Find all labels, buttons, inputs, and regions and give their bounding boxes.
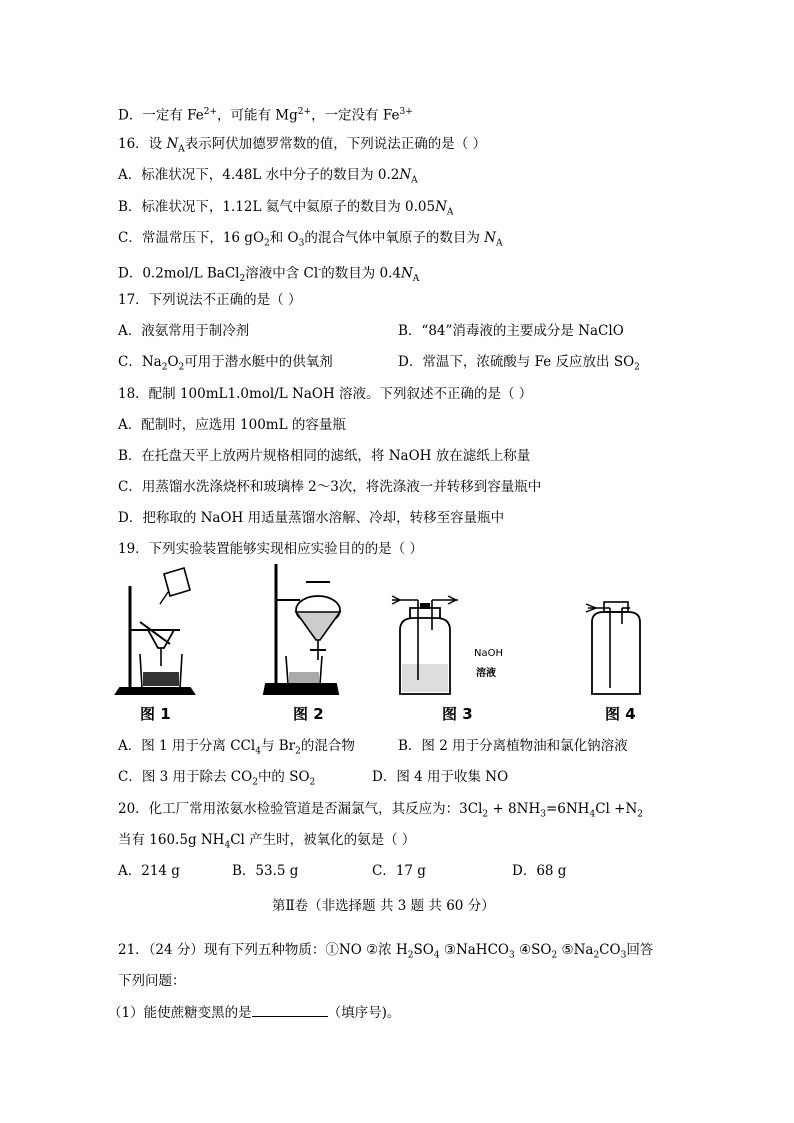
q16-option-d: D．0.2mol/L BaCl$_2$溶液中含 Cl-的数目为 $0.4N_A$ [118,265,420,285]
q19-stem: 19．下列实验装置能够实现相应实验目的的是（ ） [118,541,423,557]
apparatus-illustration [110,560,670,730]
q16-option-a: A．标准状况下，4.48L 水中分子的数目为 $0.2N_A$ [118,167,418,186]
figure-3-solution-label: 溶液 [476,668,496,679]
q17-option-d: D．常温下，浓硫酸与 Fe 反应放出 $SO_2$ [398,354,640,373]
q20-option-c: C．17 g [372,863,426,879]
figure-4-label: 图 4 [605,705,636,723]
q20-stem: 20．化工厂常用浓氨水检验管道是否漏氯气，其反应为：$3Cl_2 + 8NH_3=6NH_4Cl +N_2$ [118,801,643,820]
figure-3-label: 图 3 [442,705,473,723]
q18-option-b: B．在托盘天平上放两片规格相同的滤纸，将 NaOH 放在滤纸上称量 [118,448,531,464]
q19-option-c: C．图 3 用于除去 $CO_2$中的 $SO_2$ [118,769,316,788]
figure-3-naoh-label: NaOH [474,648,503,659]
q20-option-d: D．68 g [512,863,567,879]
q18-option-d: D．把称取的 NaOH 用适量蒸馏水溶解、冷却，转移至容量瓶中 [118,510,505,526]
q15-option-d: D．一定有 $Fe^{2+}$，可能有 $Mg^{2+}$，一定没有 $Fe^{3+}$ [118,107,413,124]
q20-option-b: B．53.5 g [232,863,299,879]
q19-option-d: D．图 4 用于收集 NO [372,769,509,785]
q17-option-a: A．液氨常用于制冷剂 [118,323,250,339]
q18-option-a: A．配制时，应选用 100mL 的容量瓶 [118,417,346,433]
q19-figures [110,560,670,730]
q19-option-a: A．图 1 用于分离 CCl$_4$与 $Br_2$的混合物 [118,738,355,757]
q18-option-c: C．用蒸馏水洗涤烧杯和玻璃棒 2～3次，将洗涤液一并转移到容量瓶中 [118,479,542,495]
q20-stem-continued: 当有 160.5g $NH_4Cl$ 产生时，被氧化的氨是（ ） [118,832,416,851]
q17-option-b: B．“84”消毒液的主要成分是 NaClO [398,323,624,339]
figure-1-filtration [116,568,194,694]
q21-subquestion-1: （1）能使蔗糖变黑的是 （填序号)。 [108,1002,400,1023]
q20-option-a: A．214 g [118,863,180,879]
part-two-heading: 第Ⅱ卷（非选择题 共 3 题 共 60 分） [272,898,495,914]
figure-2-separatory-funnel [264,564,340,694]
figure-3-gas-washing-bottle [392,596,458,694]
q16-option-b: B．标准状况下，1.12L 氦气中氦原子的数目为 $0.05N_A$ [118,199,454,218]
q16-stem: 16．设 $N_A$表示阿伏加德罗常数的值，下列说法正确的是（ ） [118,136,487,155]
q17-stem: 17．下列说法不正确的是（ ） [118,292,302,308]
q19-option-b: B．图 2 用于分离植物油和氯化钠溶液 [398,738,628,754]
q17-option-c: C．$Na_2O_2$可用于潜水艇中的供氧剂 [118,354,333,373]
figure-2-label: 图 2 [293,705,324,723]
figure-1-label: 图 1 [140,705,171,723]
q21-stem: 21．（24 分）现有下列五种物质：①NO ②浓 $H_2SO_4$ ③NaHCO$_3$ $④SO_2$ $⑤Na_2CO_3$回答 [118,942,654,961]
answer-blank[interactable] [252,1002,328,1017]
figure-4-gas-collection-bottle [586,602,640,694]
q21-stem-continued: 下列问题： [118,973,186,989]
q18-stem: 18．配制 100mL1.0mol/L NaOH 溶液。下列叙述不正确的是（ ） [118,386,533,402]
q16-option-c: C．常温常压下，16 $gO_2$和 $O_3$的混合气体中氧原子的数目为 $N_A$ [118,230,503,249]
